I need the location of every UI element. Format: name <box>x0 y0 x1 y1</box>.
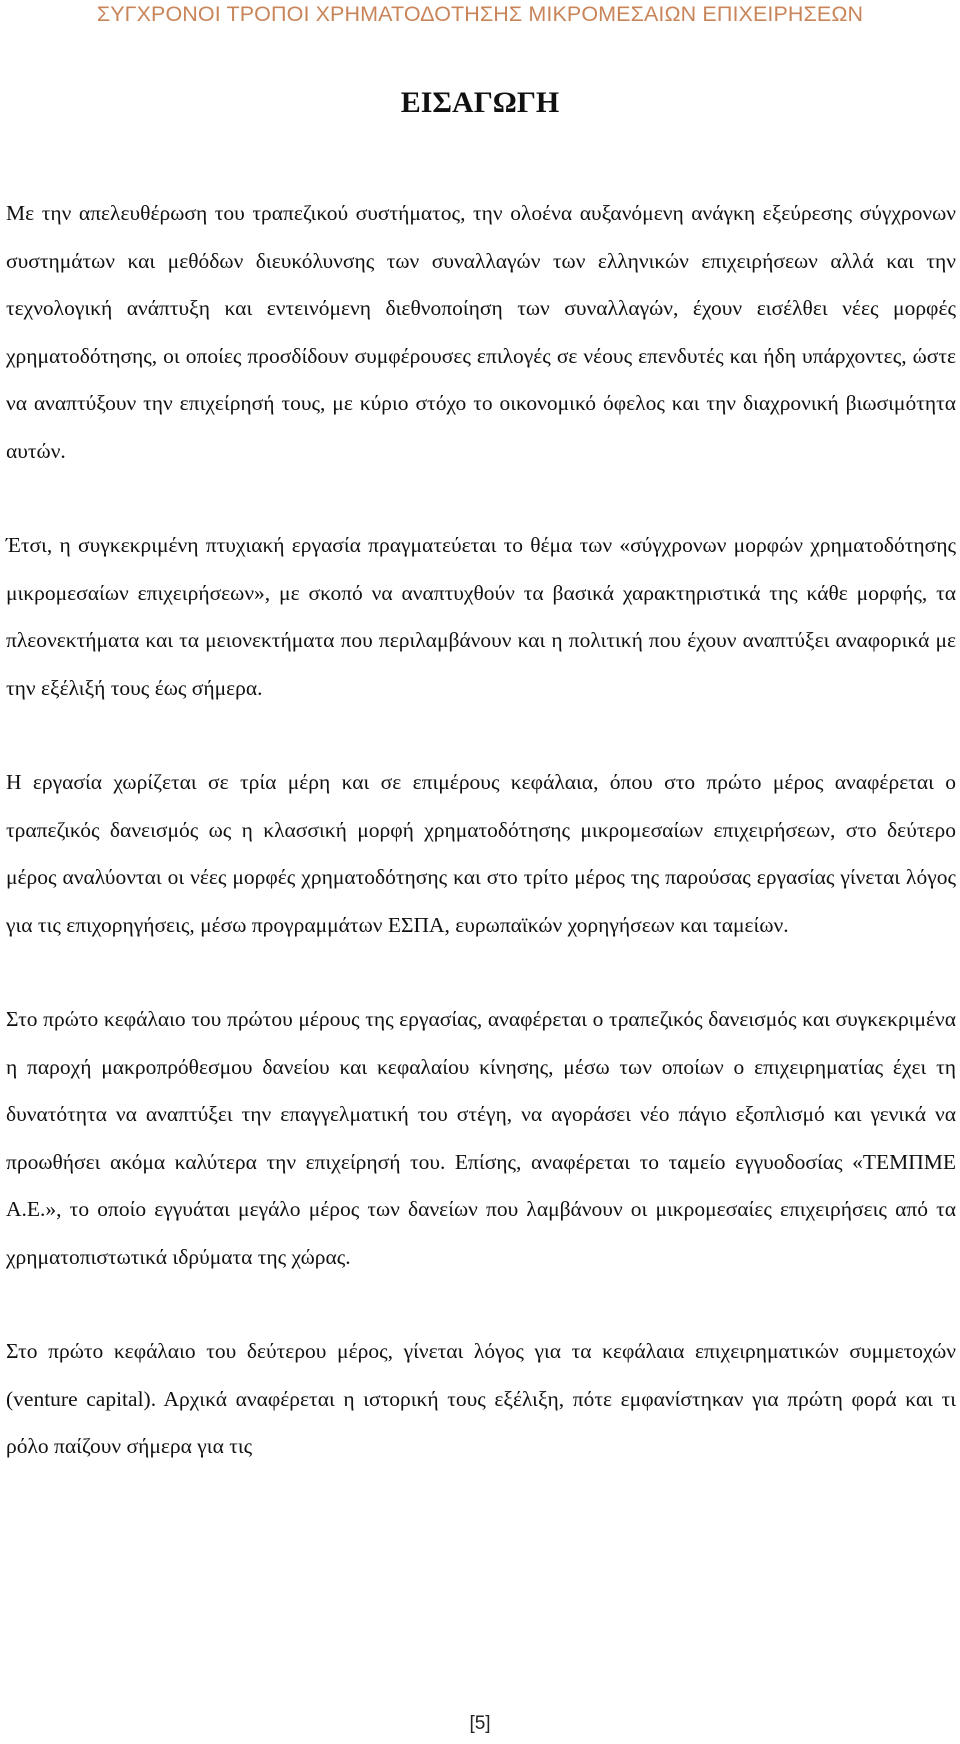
page-number: [5] <box>469 1713 491 1734</box>
paragraph-3: Η εργασία χωρίζεται σε τρία μέρη και σε επιμέρους κεφάλαια, όπου στο πρώτο μέρος αναφέρεται ο τραπεζικός δανεισμός ως η κλασσική μορφή χρηματοδότησης μικρομεσαίων επιχειρήσεων, στο δεύτερο μέρος αναλύονται οι νέες μορφές χρηματοδότησης και στο τρίτο μέρος της παρούσας εργασίας γίνεται λόγος για τις επιχορηγήσεις, μέσω προγραμμάτων ΕΣΠΑ, ευρωπαϊκών χορηγήσεων και ταμείων. <box>6 770 956 937</box>
running-header: ΣΥΓΧΡΟΝΟΙ ΤΡΟΠΟΙ ΧΡΗΜΑΤΟΔΟΤΗΣΗΣ ΜΙΚΡΟΜΕΣΑΙΩΝ ΕΠΙΧΕΙΡΗΣΕΩΝ <box>96 2 864 26</box>
paragraph-4: Στο πρώτο κεφάλαιο του πρώτου μέρους της εργασίας, αναφέρεται ο τραπεζικός δανεισμός και συγκεκριμένα η παροχή μακροπρόθεσμου δανείου και κεφαλαίου κίνησης, μέσω των οποίων ο επιχειρηματίας έχει τη δυνατότητα να αναπτύξει την επαγγελματική του στέγη, να αγοράσει νέο πάγιο εξοπλισμό και γενικά να προωθήσει ακόμα καλύτερα την επιχείρησή του. Επίσης, αναφέρεται το ταμείο εγγυοδοσίας «ΤΕΜΠΜΕ Α.Ε.», το οποίο εγγυάται μεγάλο μέρος των δανείων που λαμβάνουν οι μικρομεσαίες επιχειρήσεις από τα χρηματοπιστωτικά ιδρύματα της χώρας. <box>6 1007 956 1269</box>
paragraph-2: Έτσι, η συγκεκριμένη πτυχιακή εργασία πραγματεύεται το θέμα των «σύγχρονων μορφών χρηματοδότησης μικρομεσαίων επιχειρήσεων», με σκοπό να αναπτυχθούν τα βασικά χαρακτηριστικά της κάθε μορφής, τα πλεονεκτήματα και τα μειονεκτήματα που περιλαμβάνουν και η πολιτική που έχουν αναπτύξει αναφορικά με την εξέλιξή τους έως σήμερα. <box>6 533 956 700</box>
paragraph-5: Στο πρώτο κεφάλαιο του δεύτερου μέρος, γίνεται λόγος για τα κεφάλαια επιχειρηματικών συμμετοχών (venture capital). Αρχικά αναφέρεται η ιστορική τους εξέλιξη, πότε εμφανίστηκαν για πρώτη φορά και τι ρόλο παίζουν σήμερα για τις <box>6 1339 956 1458</box>
document-body <box>6 190 956 1518</box>
section-title: ΕΙΣΑΓΩΓΗ <box>400 86 560 119</box>
paragraph-1: Με την απελευθέρωση του τραπεζικού συστήματος, την ολοένα αυξανόμενη ανάγκη εξεύρεσης σύγχρονων συστημάτων και μεθόδων διευκόλυνσης των συναλλαγών των ελληνικών επιχειρήσεων αλλά και την τεχνολογική ανάπτυξη και εντεινόμενη διεθνοποίηση των συναλλαγών, έχουν εισέλθει νέες μορφές χρηματοδότησης, οι οποίες προσδίδουν συμφέρουσες επιλογές σε νέους επενδυτές και ήδη υπάρχοντες, ώστε να αναπτύξουν την επιχείρησή τους, με κύριο στόχο το οικονομικό όφελος και την διαχρονική βιωσιμότητα αυτών. <box>6 201 956 463</box>
